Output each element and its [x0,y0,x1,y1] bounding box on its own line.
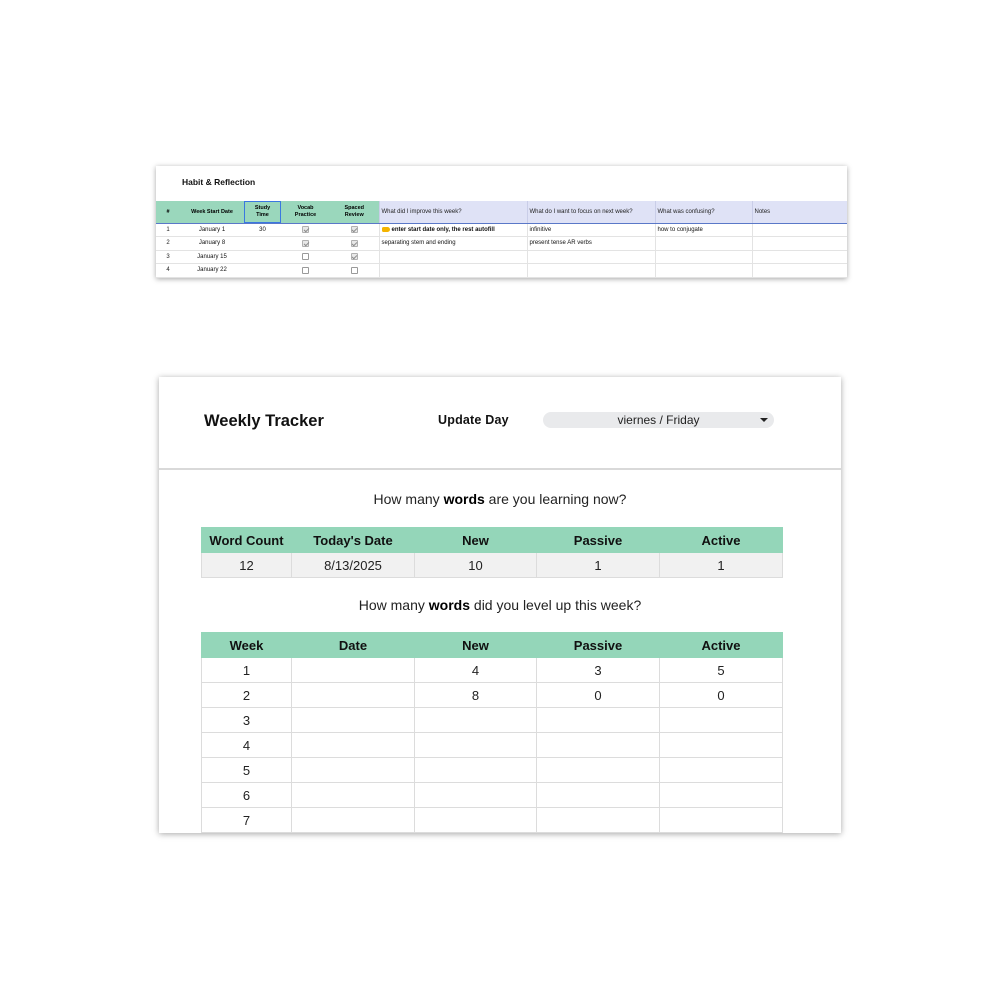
active-cell[interactable]: 1 [660,553,783,578]
date-cell[interactable] [292,658,415,683]
habit-reflection-sheet [156,166,847,278]
spaced-cell[interactable] [330,223,379,237]
week-cell[interactable]: 7 [202,808,292,833]
table-row [202,553,783,578]
col-header-new: New [415,633,537,658]
improve-cell[interactable] [379,223,527,237]
col-header-week-start[interactable]: Week Start Date [180,201,244,223]
update-day-dropdown[interactable] [543,412,774,428]
checkbox-unchecked[interactable] [302,267,309,274]
col-header-study-time[interactable] [244,201,281,223]
habit-table [156,201,847,278]
date-cell[interactable] [292,783,415,808]
divider [159,468,841,470]
tracker-title: Weekly Tracker [204,412,324,430]
study-time-cell[interactable] [244,237,281,251]
active-cell[interactable] [660,783,783,808]
table-row [202,808,783,833]
table-row [202,683,783,708]
active-cell[interactable] [660,708,783,733]
weekly-levelup-table [201,632,783,833]
col-header-num[interactable]: # [156,201,180,223]
row-number: 1 [156,223,180,237]
pointing-hand-icon [382,227,390,232]
checkbox-unchecked[interactable] [302,253,309,260]
date-cell[interactable] [292,683,415,708]
passive-cell[interactable]: 1 [537,553,660,578]
date-cell[interactable] [292,808,415,833]
col-header-confusing[interactable]: What was confusing? [655,201,752,223]
col-header-active: Active [660,633,783,658]
table-row [202,783,783,808]
week-start-cell[interactable]: January 8 [180,237,244,251]
week-cell[interactable]: 6 [202,783,292,808]
notes-cell[interactable] [752,264,847,278]
study-time-cell[interactable] [244,250,281,264]
focus-cell[interactable] [527,264,655,278]
confusing-cell[interactable]: how to conjugate [655,223,752,237]
vocab-cell[interactable] [281,250,330,264]
passive-cell[interactable] [537,708,660,733]
improve-cell[interactable] [379,250,527,264]
improve-text: enter start date only, the rest autofill [391,226,495,233]
question-text: are you learning now? [484,491,627,507]
new-cell[interactable] [415,808,537,833]
notes-cell[interactable] [752,237,847,251]
vocab-cell[interactable] [281,223,330,237]
notes-cell[interactable] [752,250,847,264]
checkbox-checked[interactable] [302,240,309,247]
new-cell[interactable]: 8 [415,683,537,708]
col-header-vocab[interactable] [281,201,330,223]
weekly-tracker-sheet [159,377,841,833]
update-day-label: Update Day [438,413,509,427]
row-number: 2 [156,237,180,251]
table-row [202,708,783,733]
confusing-cell[interactable] [655,250,752,264]
active-cell[interactable]: 0 [660,683,783,708]
passive-cell[interactable] [537,808,660,833]
row-number: 4 [156,264,180,278]
header-line: Spaced [344,205,365,212]
table-row [156,264,847,278]
checkbox-checked[interactable] [351,226,358,233]
row-number: 3 [156,250,180,264]
col-header-improve[interactable]: What did I improve this week? [379,201,527,223]
table-row [202,733,783,758]
col-header-word-count: Word Count [202,528,292,553]
col-header-passive: Passive [537,633,660,658]
passive-cell[interactable]: 3 [537,658,660,683]
passive-cell[interactable]: 0 [537,683,660,708]
week-cell[interactable]: 1 [202,658,292,683]
question-words-level-up [159,597,841,613]
col-header-passive: Passive [537,528,660,553]
table-row [156,237,847,251]
new-cell[interactable] [415,733,537,758]
week-cell[interactable]: 3 [202,708,292,733]
col-header-active: Active [660,528,783,553]
notes-cell[interactable] [752,223,847,237]
checkbox-checked[interactable] [351,253,358,260]
table-row [202,758,783,783]
header-line: Practice [294,211,317,218]
question-bold: words [428,597,471,613]
word-summary-table [201,527,783,578]
focus-cell[interactable]: present tense AR verbs [527,237,655,251]
week-start-cell[interactable]: January 1 [180,223,244,237]
passive-cell[interactable] [537,733,660,758]
table-row [202,658,783,683]
passive-cell[interactable] [537,783,660,808]
col-header-week: Week [202,633,292,658]
active-cell[interactable]: 5 [660,658,783,683]
focus-cell[interactable] [527,250,655,264]
vocab-cell[interactable] [281,264,330,278]
spaced-cell[interactable] [330,237,379,251]
checkbox-unchecked[interactable] [351,267,358,274]
question-text: How many [358,597,429,613]
active-cell[interactable] [660,808,783,833]
week-cell[interactable]: 4 [202,733,292,758]
spaced-cell[interactable] [330,250,379,264]
col-header-todays-date: Today's Date [292,528,415,553]
date-cell[interactable] [292,758,415,783]
week-cell[interactable]: 2 [202,683,292,708]
question-words-learning [159,491,841,507]
confusing-cell[interactable] [655,264,752,278]
new-cell[interactable] [415,708,537,733]
col-header-date: Date [292,633,415,658]
new-cell[interactable] [415,783,537,808]
focus-cell[interactable]: infinitive [527,223,655,237]
study-time-cell[interactable] [244,264,281,278]
improve-cell[interactable] [379,264,527,278]
active-cell[interactable] [660,733,783,758]
sheet-title: Habit & Reflection [182,177,256,187]
col-header-spaced[interactable] [330,201,379,223]
header-line: Time [256,211,269,218]
word-count-cell[interactable]: 12 [202,553,292,578]
dropdown-value: viernes / Friday [617,413,700,427]
week-start-cell[interactable]: January 15 [180,250,244,264]
todays-date-cell[interactable]: 8/13/2025 [292,553,415,578]
active-cell[interactable] [660,758,783,783]
passive-cell[interactable] [537,758,660,783]
new-cell[interactable]: 10 [415,553,537,578]
date-cell[interactable] [292,733,415,758]
week-start-cell[interactable]: January 22 [180,264,244,278]
new-cell[interactable]: 4 [415,658,537,683]
header-line: Study [254,205,271,212]
question-text: How many [373,491,444,507]
header-line: Review [344,211,364,218]
improve-cell[interactable]: separating stem and ending [379,237,527,251]
col-header-new: New [415,528,537,553]
col-header-notes[interactable]: Notes [752,201,847,223]
question-text: did you level up this week? [470,597,642,613]
table-row [156,223,847,237]
table-row [156,250,847,264]
checkbox-checked[interactable] [302,226,309,233]
week-cell[interactable]: 5 [202,758,292,783]
confusing-cell[interactable] [655,237,752,251]
study-time-cell[interactable]: 30 [244,223,281,237]
checkbox-checked[interactable] [351,240,358,247]
header-line: Vocab [297,205,314,212]
new-cell[interactable] [415,758,537,783]
question-bold: words [443,491,485,507]
spaced-cell[interactable] [330,264,379,278]
date-cell[interactable] [292,708,415,733]
caret-down-icon[interactable] [760,418,768,422]
vocab-cell[interactable] [281,237,330,251]
col-header-focus[interactable]: What do I want to focus on next week? [527,201,655,223]
